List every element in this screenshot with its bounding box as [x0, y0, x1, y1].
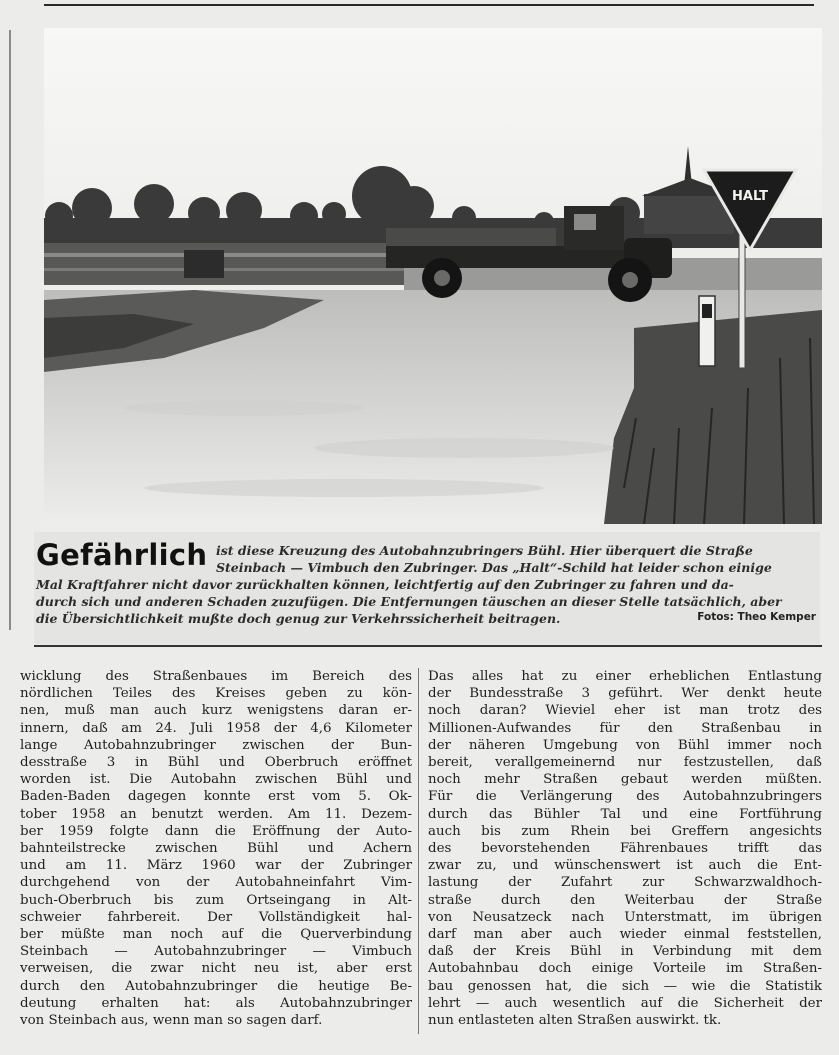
text-line: nen, muß man auch kurz wenigstens daran er- [20, 703, 412, 719]
newspaper-photo [44, 28, 822, 524]
text-line: von Neusatzeck nach Unterstmatt, im übrigen [428, 909, 822, 925]
text-line: verweisen, die zwar nicht neu ist, aber erst [20, 961, 412, 977]
text-line: durchgehend von der Autobahneinfahrt Vim- [20, 875, 412, 891]
text-line: Millionen-Aufwandes für den Straßenbau in [428, 720, 822, 736]
text-line: wicklung des Straßenbaues im Bereich des [20, 669, 412, 684]
text-line: durch das Bühler Tal und eine Fortführung [428, 806, 822, 822]
text-line: Für die Verlängerung des Autobahnzubringers [428, 789, 822, 805]
text-line: lastung der Zufahrt zur Schwarzwaldhoch- [428, 875, 822, 891]
text-line: bahnteilstrecke zwischen Bühl und Achern [20, 841, 412, 857]
article-column-right [428, 668, 822, 1029]
text-line: des bevorstehenden Fährenbaues trifft das [428, 841, 822, 857]
caption-line: ist diese Kreuzung des Autobahnzubringers Bühl. Hier überquert die Straße [216, 543, 753, 558]
text-line: Das alles hat zu einer erheblichen Entlastung [428, 669, 822, 684]
text-line: schweier fahrbereit. Der Vollständigkeit hal- [20, 909, 412, 925]
caption-line: durch sich und anderen Schaden zuzufügen. Die Entfernungen täuschen an dieser Stelle tatsächlich, aber [36, 594, 782, 609]
text-line: innern, daß am 24. Juli 1958 der 4,6 Kilometer [20, 720, 412, 736]
text-line: Baden-Baden dagegen konnte erst vom 5. Ok- [20, 789, 412, 805]
text-line: lehrt — auch wesentlich auf die Sicherheit der [428, 995, 822, 1011]
text-line: noch mehr Straßen gebaut werden müßten. [428, 772, 822, 788]
text-line: bau genossen hat, die sich — wie die Statistik [428, 978, 822, 994]
halt-sign-text: HALT [732, 189, 768, 204]
text-line: und am 11. März 1960 war der Zubringer [20, 858, 412, 874]
text-line: zwar zu, und wünschenswert ist auch die Ent- [428, 858, 822, 874]
text-line: daß der Kreis Bühl in Verbindung mit dem [428, 944, 822, 960]
text-line: nun entlasteten alten Straßen auswirkt. tk. [428, 1013, 722, 1029]
caption-headline: Gefährlich [36, 538, 208, 572]
caption-rule [34, 645, 822, 647]
text-line: ber 1959 folgte dann die Eröffnung der Auto- [20, 823, 412, 839]
text-line: lange Autobahnzubringer zwischen der Bun- [20, 737, 412, 753]
text-line: von Steinbach aus, wenn man so sagen darf. [20, 1013, 323, 1029]
text-line: tober 1958 an benutzt werden. Am 11. Dezem- [20, 806, 412, 822]
photo-caption [34, 532, 820, 644]
photo-credit: Fotos: Theo Kemper [697, 611, 816, 623]
text-line: nördlichen Teiles des Kreises geben zu kön- [20, 686, 412, 702]
text-line: der näheren Umgebung von Bühl immer noch [428, 737, 822, 753]
text-line: der Bundesstraße 3 geführt. Wer denkt heute [428, 686, 822, 702]
caption-line: Steinbach — Vimbuch den Zubringer. Das „Halt“-Schild hat leider schon einige [216, 560, 772, 575]
text-line: durch den Autobahnzubringer die heutige Be- [20, 978, 412, 994]
text-line: worden ist. Die Autobahn zwischen Bühl und [20, 772, 412, 788]
text-line: ber müßte man noch auf die Querverbindung [20, 927, 412, 943]
column-divider [418, 668, 419, 1034]
caption-text [216, 542, 818, 576]
text-line: noch daran? Wieviel eher ist man trotz des [428, 703, 822, 719]
caption-line: die Übersichtlichkeit mußte doch genug zur Verkehrssicherheit beitragen. [36, 611, 561, 626]
top-rule [44, 4, 814, 6]
caption-line: Mal Kraftfahrer nicht davor zurückhalten können, leichtfertig auf den Zubringer zu fahren und da- [36, 577, 734, 592]
margin-mark [9, 30, 11, 630]
text-line: bereit, verallgemeinernd nur festzustellen, daß [428, 755, 822, 771]
article-column-left [20, 668, 412, 1029]
text-line: straße durch den Weiterbau der Straße [428, 892, 822, 908]
text-line: darf man aber auch wieder einmal feststellen, [428, 927, 822, 943]
text-line: auch bis zum Rhein bei Greffern angesichts [428, 823, 822, 839]
text-line: Autobahnbau doch einige Vorteile im Straßen- [428, 961, 822, 977]
text-line: desstraße 3 in Bühl und Oberbruch eröffnet [20, 755, 412, 771]
text-line: Steinbach — Autobahnzubringer — Vimbuch [20, 944, 412, 960]
text-line: buch-Oberbruch bis zum Ortseingang in Alt- [20, 892, 412, 908]
text-line: deutung erhalten hat: als Autobahnzubringer [20, 995, 412, 1011]
